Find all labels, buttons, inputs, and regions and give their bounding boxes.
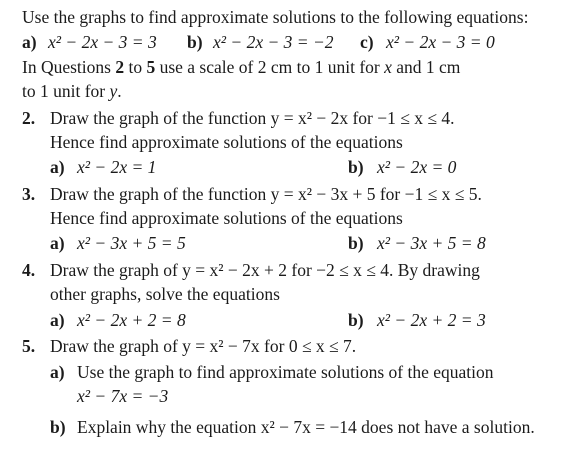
question-4-part-b-equation: x² − 2x + 2 = 3: [377, 310, 486, 330]
intro-scale-line-1: In Questions 2 to 5 use a scale of 2 cm to 1 unit for x and 1 cm: [22, 57, 461, 77]
question-4-line-2: other graphs, solve the equations: [50, 284, 280, 304]
question-5-part-a-equation: x² − 7x = −3: [77, 386, 169, 406]
question-2-line-2: Hence find approximate solutions of the equations: [50, 132, 403, 152]
question-2-part-a-equation: x² − 2x = 1: [77, 157, 157, 177]
question-2-number: 2.: [22, 108, 36, 128]
intro-part-c-equation: x² − 2x − 3 = 0: [386, 32, 495, 52]
intro-instruction: Use the graphs to find approximate solutions to the following equations:: [22, 7, 529, 27]
question-5-part-b-label: b): [50, 417, 66, 437]
question-3-number: 3.: [22, 184, 36, 204]
question-2-part-b-equation: x² − 2x = 0: [377, 157, 457, 177]
question-4-part-b-label: b): [348, 310, 364, 330]
question-5-part-a-text: Use the graph to find approximate solutions of the equation: [77, 362, 494, 382]
intro-part-b-label: b): [187, 32, 203, 52]
question-4-part-a-label: a): [50, 310, 65, 330]
question-3-part-a-equation: x² − 3x + 5 = 5: [77, 233, 186, 253]
question-5-part-a-label: a): [50, 362, 65, 382]
question-5-number: 5.: [22, 336, 36, 356]
question-2-line-1: Draw the graph of the function y = x² − 2x for −1 ≤ x ≤ 4.: [50, 108, 455, 128]
question-4-parts: [50, 309, 550, 331]
intro-part-a-equation: x² − 2x − 3 = 3: [48, 32, 157, 52]
intro-part-c-label: c): [360, 32, 374, 52]
question-5-line-1: Draw the graph of y = x² − 7x for 0 ≤ x ≤ 7.: [50, 336, 357, 356]
intro-parts-row: [22, 31, 562, 53]
question-5-part-b-text: Explain why the equation x² − 7x = −14 does not have a solution.: [77, 417, 535, 437]
question-2-parts: [50, 156, 550, 178]
question-3-line-1: Draw the graph of the function y = x² − 3x + 5 for −1 ≤ x ≤ 5.: [50, 184, 482, 204]
question-4-number: 4.: [22, 260, 36, 280]
question-3-line-2: Hence find approximate solutions of the equations: [50, 208, 403, 228]
question-2-part-a-label: a): [50, 157, 65, 177]
intro-part-b-equation: x² − 2x − 3 = −2: [213, 32, 334, 52]
question-3-part-b-label: b): [348, 233, 364, 253]
question-3-parts: [50, 232, 550, 254]
question-3-part-b-equation: x² − 3x + 5 = 8: [377, 233, 486, 253]
question-2-part-b-label: b): [348, 157, 364, 177]
question-3-part-a-label: a): [50, 233, 65, 253]
intro-scale-line-2: to 1 unit for y.: [22, 81, 122, 101]
question-4-line-1: Draw the graph of y = x² − 2x + 2 for −2 ≤ x ≤ 4. By drawing: [50, 260, 480, 280]
intro-part-a-label: a): [22, 32, 37, 52]
question-4-part-a-equation: x² − 2x + 2 = 8: [77, 310, 186, 330]
